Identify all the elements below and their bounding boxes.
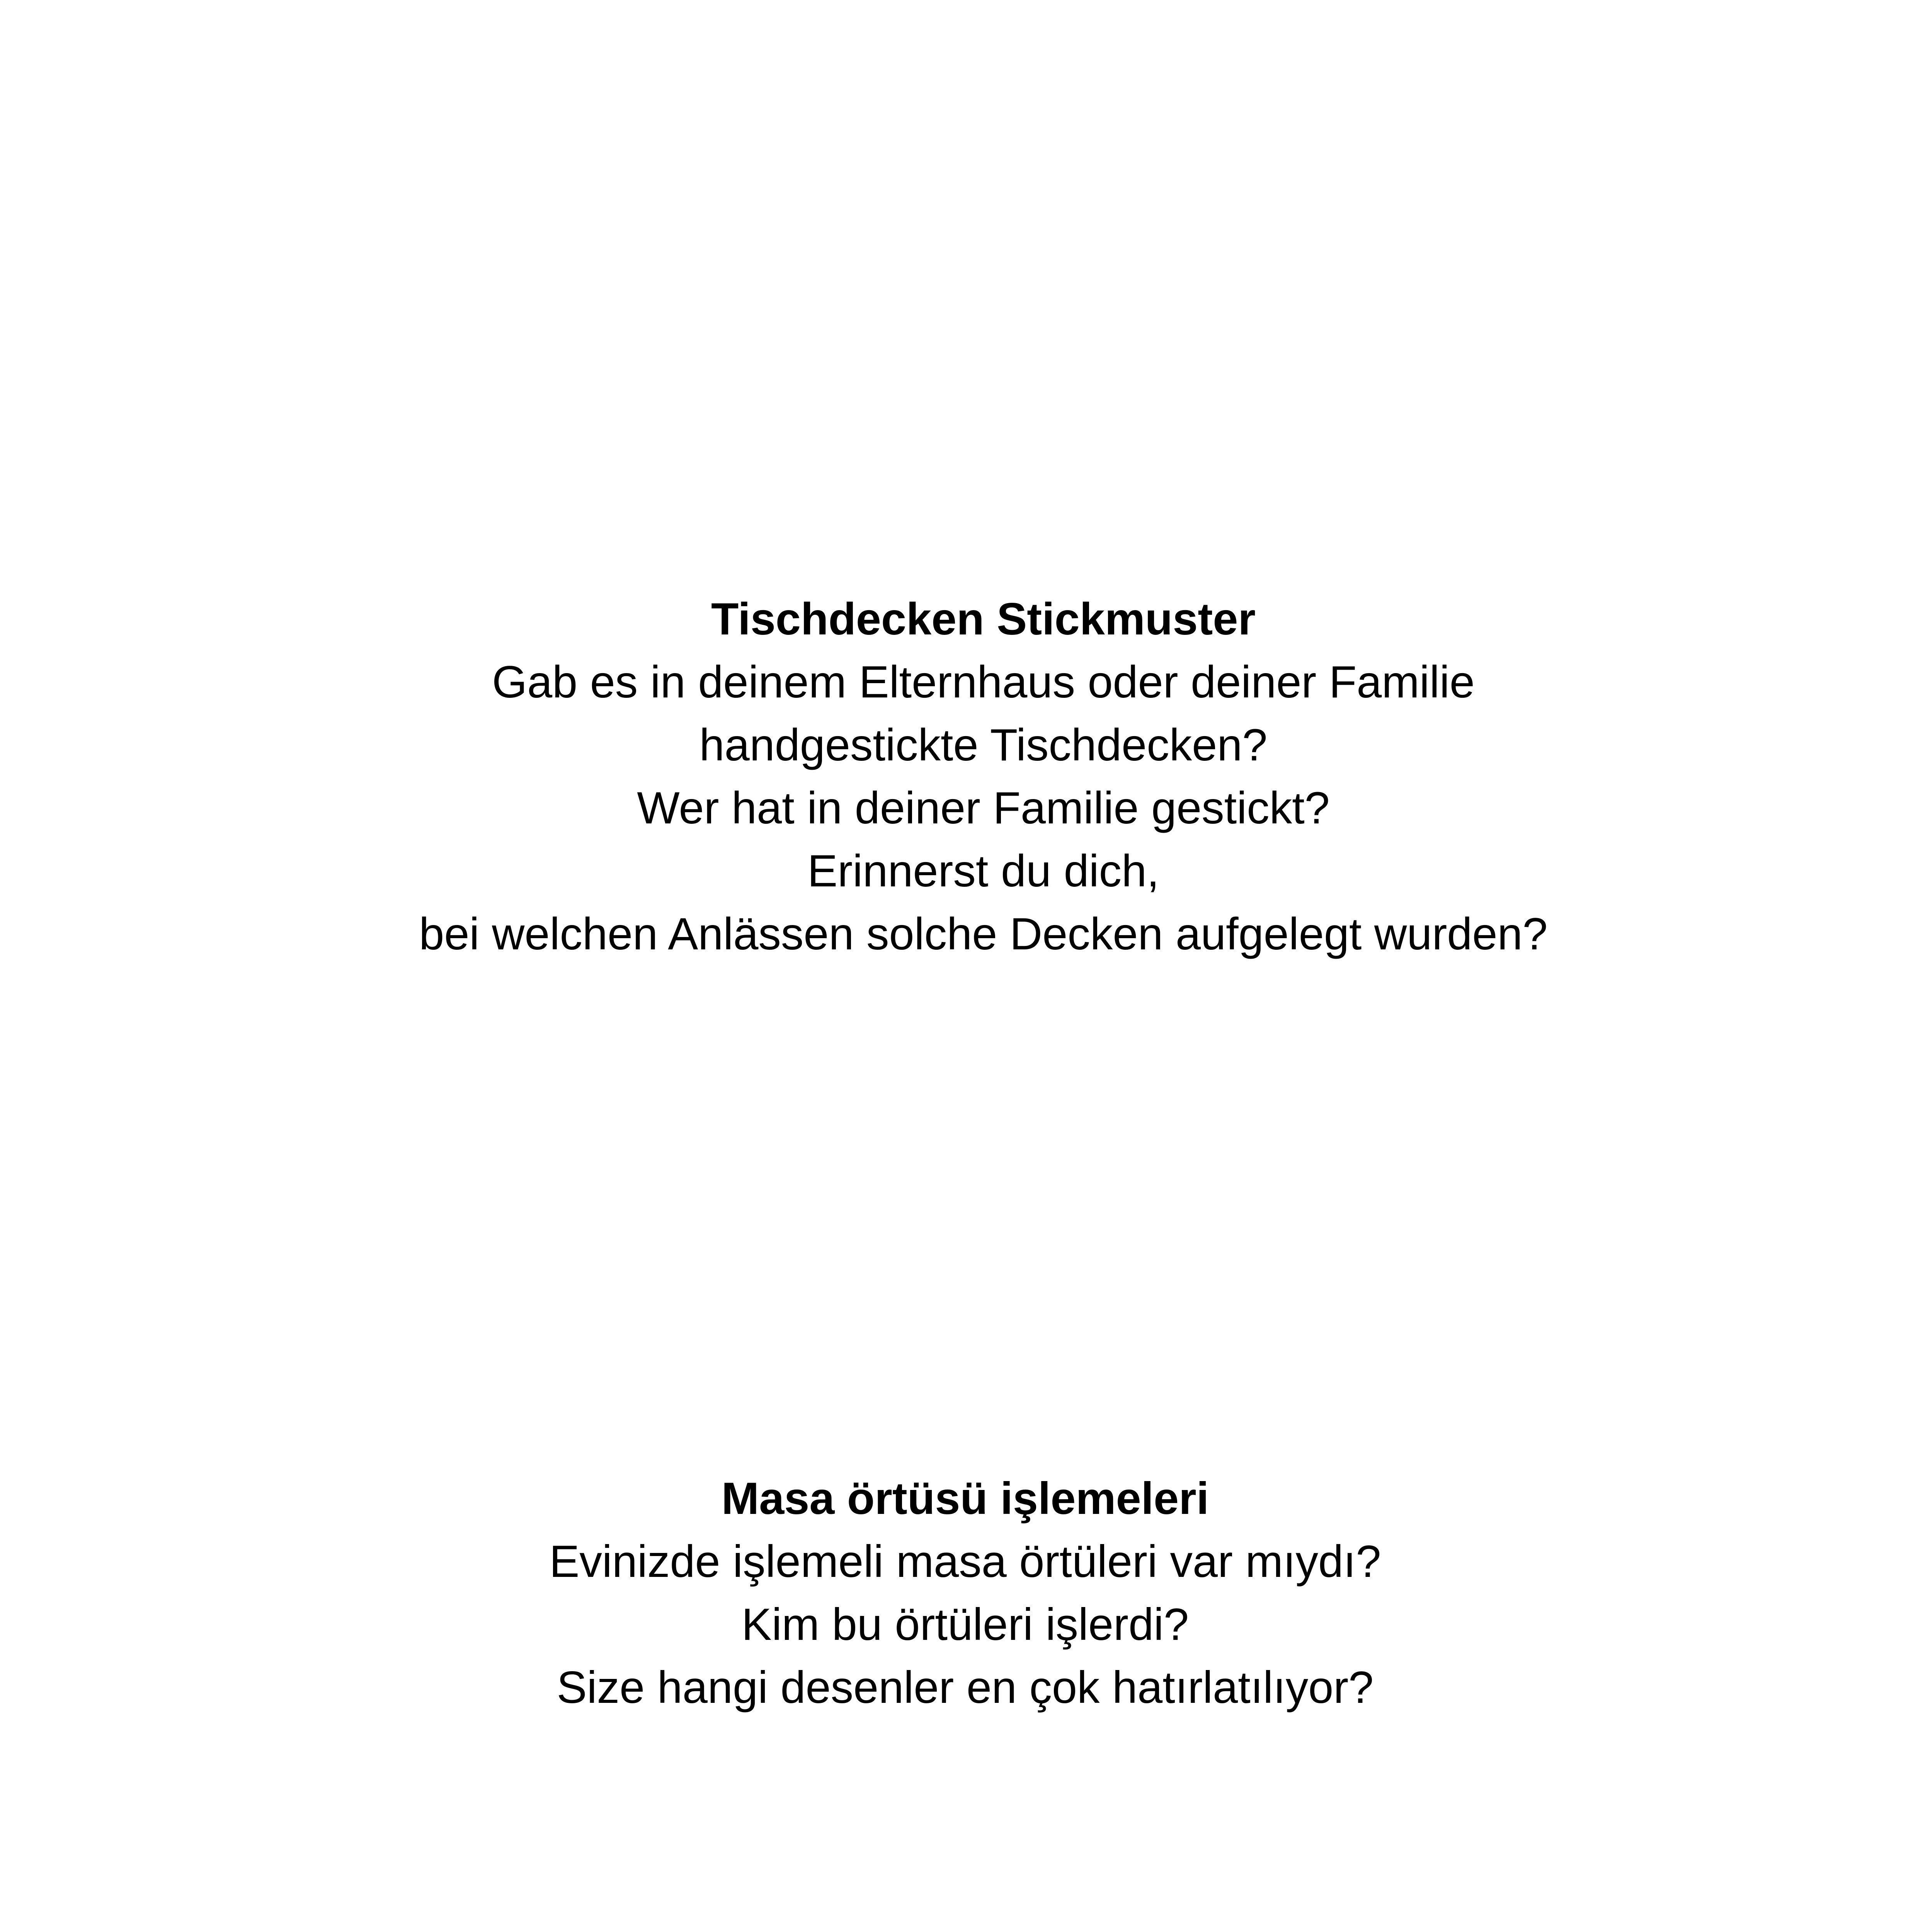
german-section-title: Tischdecken Stickmuster xyxy=(711,594,1256,644)
german-question-line-4: Erinnerst du dich, xyxy=(807,845,1159,896)
german-question-line-1: Gab es in deinem Elternhaus oder deiner Familie xyxy=(492,656,1475,707)
turkish-question-line-1: Evinizde işlemeli masa örtüleri var mıydı? xyxy=(549,1536,1381,1587)
german-section xyxy=(24,587,1918,965)
turkish-section xyxy=(6,1467,1918,1719)
german-question-line-5: bei welchen Anlässen solche Decken aufgelegt wurden? xyxy=(419,908,1548,959)
german-question-line-3: Wer hat in deiner Familie gestickt? xyxy=(637,782,1330,833)
turkish-question-line-3: Size hangi desenler en çok hatırlatılıyor? xyxy=(557,1662,1374,1713)
turkish-question-line-2: Kim bu örtüleri işlerdi? xyxy=(741,1599,1189,1650)
german-question-line-2: handgestickte Tischdecken? xyxy=(699,719,1268,770)
turkish-section-title: Masa örtüsü işlemeleri xyxy=(721,1473,1209,1524)
